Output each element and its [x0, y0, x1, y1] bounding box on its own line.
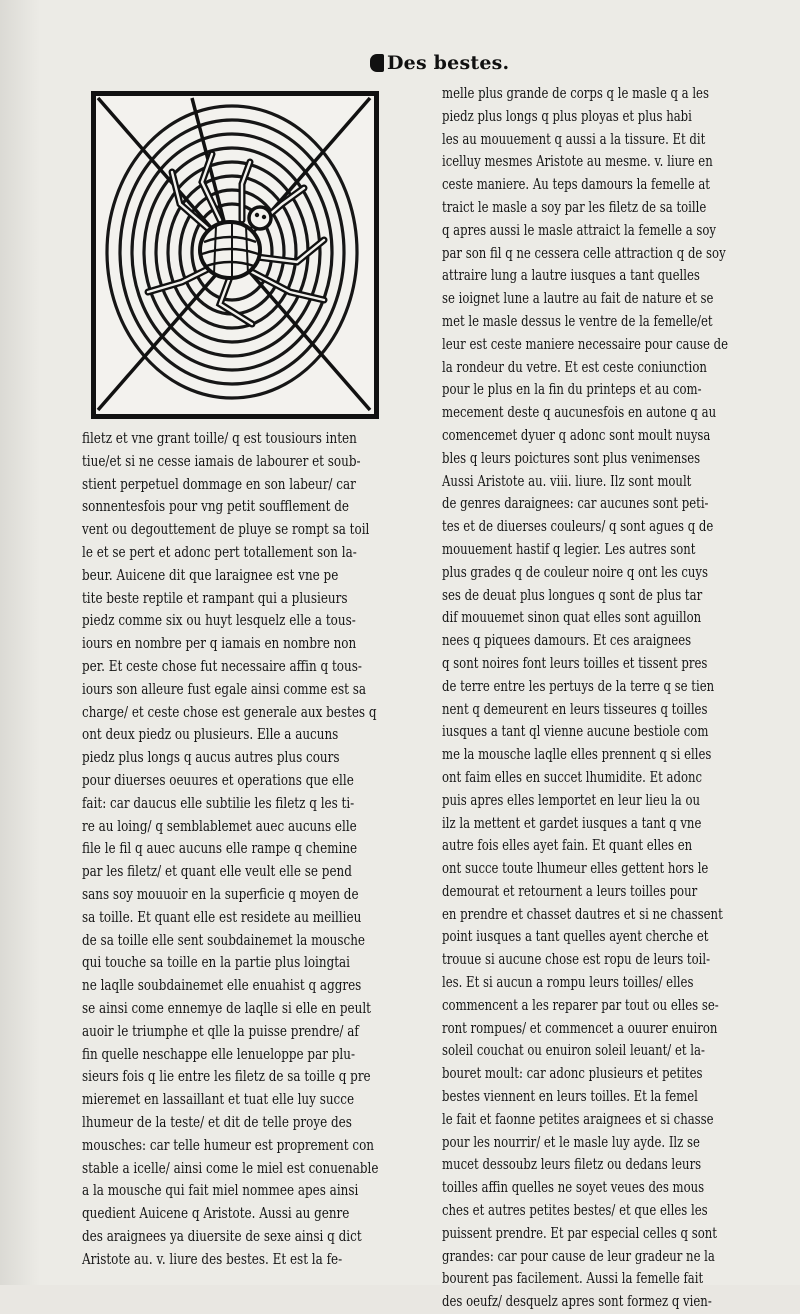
- text-line: puissent prendre. Et par especial celles q sont: [442, 1224, 717, 1242]
- text-line: soleil couchat ou enuiron soleil leuant/ et la-: [442, 1042, 705, 1060]
- text-line: nent q demeurent en leurs tisseures q toilles: [442, 700, 708, 718]
- text-line: mucet dessoubz leurs filetz ou dedans leurs: [442, 1156, 702, 1174]
- text-line: piedz plus longs q aucus autres plus cours: [82, 749, 340, 767]
- text-line: bles q leurs poictures sont plus venimenses: [442, 449, 701, 467]
- text-line: fin quelle neschappe elle lenueloppe par plu-: [82, 1045, 355, 1063]
- text-line: sa toille. Et quant elle est residete au meillieu: [82, 908, 362, 926]
- text-line: le et se pert et adonc pert totallement son la-: [82, 543, 357, 561]
- text-line: stable a icelle/ ainsi come le miel est conuenable: [82, 1159, 379, 1177]
- text-line: met le masle dessus le ventre de la femelle/et: [442, 312, 713, 330]
- text-line: sonnentesfois pour vng petit soufflement de: [82, 498, 349, 516]
- text-line: autre fois elles ayet fain. Et quant elles en: [442, 837, 693, 855]
- text-line: ont faim elles en succet lhumidite. Et adonc: [442, 768, 703, 786]
- text-line: beur. Auicene dit que laraignee est vne pe: [82, 566, 339, 584]
- text-line: grandes: car pour cause de leur gradeur ne la: [442, 1247, 715, 1265]
- text-line: de terre entre les pertuys de la terre q se tien: [442, 677, 715, 695]
- text-line: des oeufz/ desquelz apres sont formez q vien-: [442, 1293, 712, 1311]
- text-line: tiue/et si ne cesse iamais de labourer et soub-: [82, 452, 361, 470]
- text-line: Aristote au. v. liure des bestes. Et est la fe-: [82, 1250, 343, 1268]
- text-line: qui touche sa toille en la partie plus loingtai: [82, 954, 351, 972]
- text-line: bourent pas facilement. Aussi la femelle fait: [442, 1270, 704, 1288]
- text-line: per. Et ceste chose fut necessaire affin q tous-: [82, 657, 362, 675]
- text-line: leur est ceste maniere necessaire pour cause de: [442, 335, 728, 353]
- text-line: comencemet dyuer q adonc sont moult nuysa: [442, 426, 711, 444]
- text-line: puis apres elles lemportet en leur lieu la ou: [442, 791, 701, 809]
- text-line: re au loing/ q semblablemet auec aucuns elle: [82, 817, 357, 835]
- text-line: des araignees ya diuersite de sexe ainsi q dict: [82, 1227, 362, 1245]
- text-line: me la mousche laqlle elles prennent q si elles: [442, 746, 712, 764]
- text-line: melle plus grande de corps q le masle q a les: [442, 85, 709, 102]
- text-line: fait: car daucus elle subtilie les filetz q les ti-: [82, 794, 355, 812]
- text-line: trouue si aucune chose est ropu de leurs toil-: [442, 951, 711, 969]
- text-line: mecement deste q aucunesfois en autone q au: [442, 404, 717, 422]
- text-line: nees q piquees damours. Et ces araignees: [442, 632, 692, 650]
- text-line: traict le masle a soy par les filetz de sa toille: [442, 198, 707, 216]
- text-line: dif mouuemet sinon quat elles sont aguillon: [442, 609, 702, 627]
- text-line: se ioignet lune a lautre au fait de nature et se: [442, 290, 714, 308]
- text-line: iours en nombre per q iamais en nombre non: [82, 635, 357, 653]
- pilcrow-icon: [370, 54, 384, 72]
- text-line: icelluy mesmes Aristote au mesme. v. liure en: [442, 153, 713, 171]
- text-line: bouret moult: car adonc plusieurs et petites: [442, 1065, 703, 1083]
- text-line: par son fil q ne cessera celle attraction q de soy: [442, 244, 726, 262]
- text-line: plus grades q de couleur noire q ont les cuys: [442, 563, 708, 581]
- text-line: mousches: car telle humeur est proprement con: [82, 1136, 374, 1154]
- text-line: en prendre et chasset dautres et si ne chassent: [442, 905, 723, 923]
- text-line: Aussi Aristote au. viii. liure. Ilz sont moult: [442, 472, 692, 490]
- text-line: vent ou degouttement de pluye se rompt sa toil: [82, 521, 370, 539]
- text-line: sieurs fois q lie entre les filetz de sa toille q pre: [82, 1068, 371, 1086]
- text-line: pour le plus en la fin du printeps et au com-: [442, 381, 702, 399]
- text-line: ceste maniere. Au teps damours la femelle at: [442, 176, 710, 194]
- text-line: ont succe toute lhumeur elles gettent hors le: [442, 860, 709, 878]
- text-line: auoir le triumphe et qlle la puisse prendre/ af: [82, 1022, 359, 1040]
- text-line: ront rompues/ et commencet a ouurer enuiron: [442, 1019, 718, 1037]
- text-line: ses de deuat plus longues q sont de plus tar: [442, 586, 703, 604]
- left-text-column: [82, 428, 422, 1271]
- text-line: commencent a les reparer par tout ou elles se-: [442, 996, 719, 1014]
- spider-woodcut-illustration: [92, 92, 378, 418]
- text-line: mouuement hastif q legier. Les autres sont: [442, 540, 696, 558]
- text-line: lhumeur de la teste/ et dit de telle proye des: [82, 1113, 352, 1131]
- text-line: la rondeur du vetre. Et est ceste coniunction: [442, 358, 707, 376]
- page-gutter-shadow: [0, 0, 40, 1285]
- text-line: les au mouuement q aussi a la tissure. Et dit: [442, 130, 706, 148]
- text-line: ne laqlle soubdainemet elle enuahist q aggres: [82, 977, 362, 995]
- running-head: [370, 52, 509, 74]
- left-column-lines: [82, 428, 422, 1271]
- text-line: file le fil q auec aucuns elle rampe q chemine: [82, 840, 358, 858]
- right-column-lines: [442, 83, 770, 1314]
- text-line: filetz et vne grant toille/ q est tousiours inten: [82, 430, 357, 447]
- text-line: sans soy mouuoir en la superficie q moyen de: [82, 885, 359, 903]
- text-line: q apres aussi le masle attraict la femelle a soy: [442, 221, 717, 239]
- text-line: de genres daraignees: car aucunes sont peti-: [442, 495, 709, 513]
- text-line: piedz comme six ou huyt lesquelz elle a tous-: [82, 612, 356, 630]
- text-line: stient perpetuel dommage en son labeur/ car: [82, 475, 356, 493]
- text-line: q sont noires font leurs toilles et tissent pres: [442, 654, 708, 672]
- text-line: ont deux piedz ou plusieurs. Elle a aucuns: [82, 726, 339, 744]
- text-line: par les filetz/ et quant elle veult elle se pend: [82, 863, 352, 881]
- text-line: bestes viennent en leurs toilles. Et la femel: [442, 1088, 698, 1106]
- text-line: piedz plus longs q plus ployas et plus habi: [442, 107, 692, 125]
- text-line: attraire lung a lautre iusques a tant quelles: [442, 267, 700, 285]
- text-line: pour les nourrir/ et le masle luy ayde. Ilz se: [442, 1133, 700, 1151]
- text-line: de sa toille elle sent soubdainemet la mousche: [82, 931, 366, 949]
- text-line: se ainsi come ennemye de laqlle si elle en peult: [82, 999, 371, 1017]
- text-line: iours son alleure fust egale ainsi comme est sa: [82, 680, 366, 698]
- text-line: point iusques a tant quelles ayent cherche et: [442, 928, 709, 946]
- text-line: mieremet en lassaillant et tuat elle luy succe: [82, 1091, 355, 1109]
- text-line: tite beste reptile et rampant qui a plusieurs: [82, 589, 348, 607]
- text-line: a la mousche qui fait miel nommee apes ainsi: [82, 1182, 359, 1200]
- text-line: pour diuerses oeuures et operations que elle: [82, 771, 354, 789]
- running-head-text: Des bestes.: [387, 52, 510, 74]
- text-line: ches et autres petites bestes/ et que elles les: [442, 1202, 708, 1220]
- text-line: les. Et si aucun a rompu leurs toilles/ elles: [442, 974, 694, 992]
- text-line: demourat et retournent a leurs toilles pour: [442, 882, 698, 900]
- text-line: charge/ et ceste chose est generale aux bestes q: [82, 703, 377, 721]
- text-line: le fait et faonne petites araignees et si chasse: [442, 1110, 714, 1128]
- text-line: quedient Auicene q Aristote. Aussi au genre: [82, 1205, 350, 1223]
- text-line: ilz la mettent et gardet iusques a tant q vne: [442, 814, 702, 832]
- text-line: iusques a tant ql vienne aucune bestiole com: [442, 723, 709, 741]
- text-line: tes et de diuerses couleurs/ q sont agues q de: [442, 518, 714, 536]
- text-line: toilles affin quelles ne soyet veues des mous: [442, 1179, 705, 1197]
- right-text-column: [442, 83, 770, 1314]
